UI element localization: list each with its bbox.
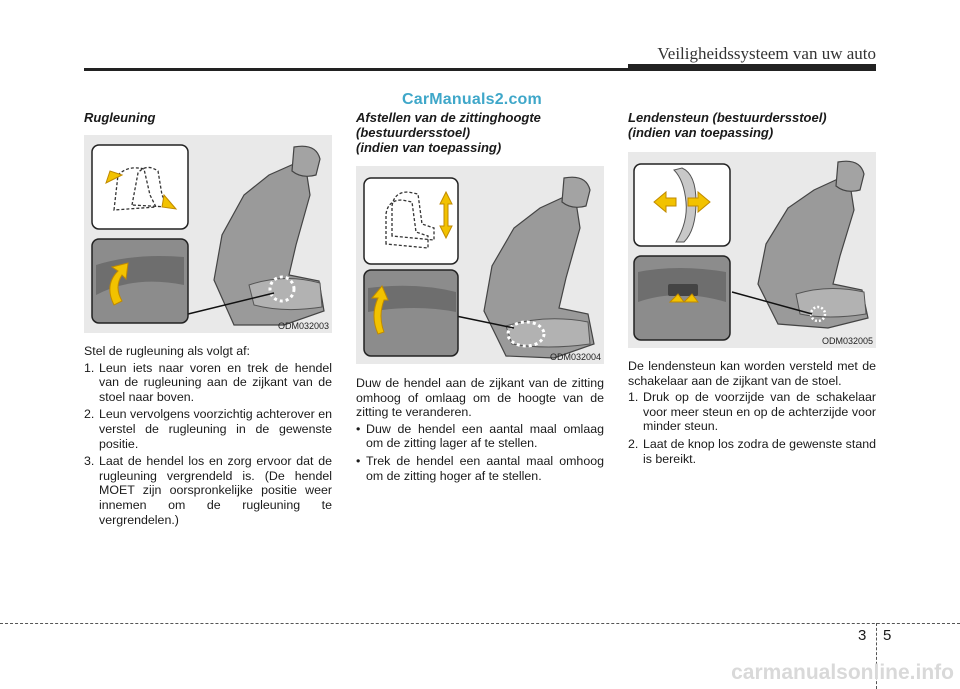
figure-code: ODM032003	[277, 321, 329, 331]
instruction-list	[628, 390, 876, 466]
instruction-list	[84, 361, 332, 528]
list-item: 3. Laat de hendel los en zorg ervoor dat de rugleuning vergrendeld is. (De hendel MOET zijn oorspronkelijke positie weer innemen om de rugleuning te vergrendelen.)	[84, 454, 332, 527]
figure-seat-height	[356, 166, 604, 364]
figure-lumbar-support	[628, 152, 876, 348]
section-lumbar-support	[628, 110, 876, 469]
top-watermark: CarManuals2.com	[402, 91, 542, 108]
section-heading: Afstellen van de zittinghoogte (bestuurdersstoel) (indien van toepassing)	[356, 110, 541, 155]
instruction-list	[356, 422, 604, 483]
footer-dashed-rule	[0, 623, 960, 624]
chapter-number: 3	[858, 627, 867, 644]
list-item: 1. Leun iets naar voren en trek de hendel van de rugleuning aan de zijkant van de stoel naar boven.	[84, 360, 332, 404]
page-number: 5	[883, 627, 892, 644]
section-heading: Rugleuning	[84, 110, 156, 125]
section-backrest	[84, 110, 332, 530]
list-item: 2. Laat de knop los zodra de gewenste stand is bereikt.	[628, 436, 876, 466]
seat-illustration	[84, 135, 332, 333]
section-heading: Lendensteun (bestuurdersstoel) (indien van toepassing)	[628, 110, 827, 140]
header-rule-accent	[628, 64, 876, 69]
section-seat-height	[356, 110, 604, 486]
list-item: • Duw de hendel een aantal maal omlaag om de zitting lager af te stellen.	[356, 421, 604, 451]
intro-text: Stel de rugleuning als volgt af:	[84, 344, 251, 358]
seat-illustration	[356, 166, 604, 364]
list-item: 2. Leun vervolgens voorzichtig achterover en verstel de rugleuning in de gewenste positie.	[84, 407, 332, 451]
figure-code: ODM032004	[549, 352, 601, 362]
bottom-watermark: carmanualsonline.info	[731, 661, 954, 684]
intro-text: De lendensteun kan worden versteld met de schakelaar aan de zijkant van de stoel.	[628, 359, 876, 388]
figure-code: ODM032005	[821, 336, 873, 346]
seat-illustration	[628, 152, 876, 348]
list-item: 1. Druk op de voorzijde van de schakelaar voor meer steun en op de achterzijde voor minder steun.	[628, 390, 876, 434]
intro-text: Duw de hendel aan de zijkant van de zitting omhoog of omlaag om de hoogte van de zitting te veranderen.	[356, 376, 604, 420]
list-item: • Trek de hendel een aantal maal omhoog om de zitting hoger af te stellen.	[356, 453, 604, 483]
page-header-title: Veiligheidssysteem van uw auto	[657, 44, 876, 63]
figure-backrest	[84, 135, 332, 333]
